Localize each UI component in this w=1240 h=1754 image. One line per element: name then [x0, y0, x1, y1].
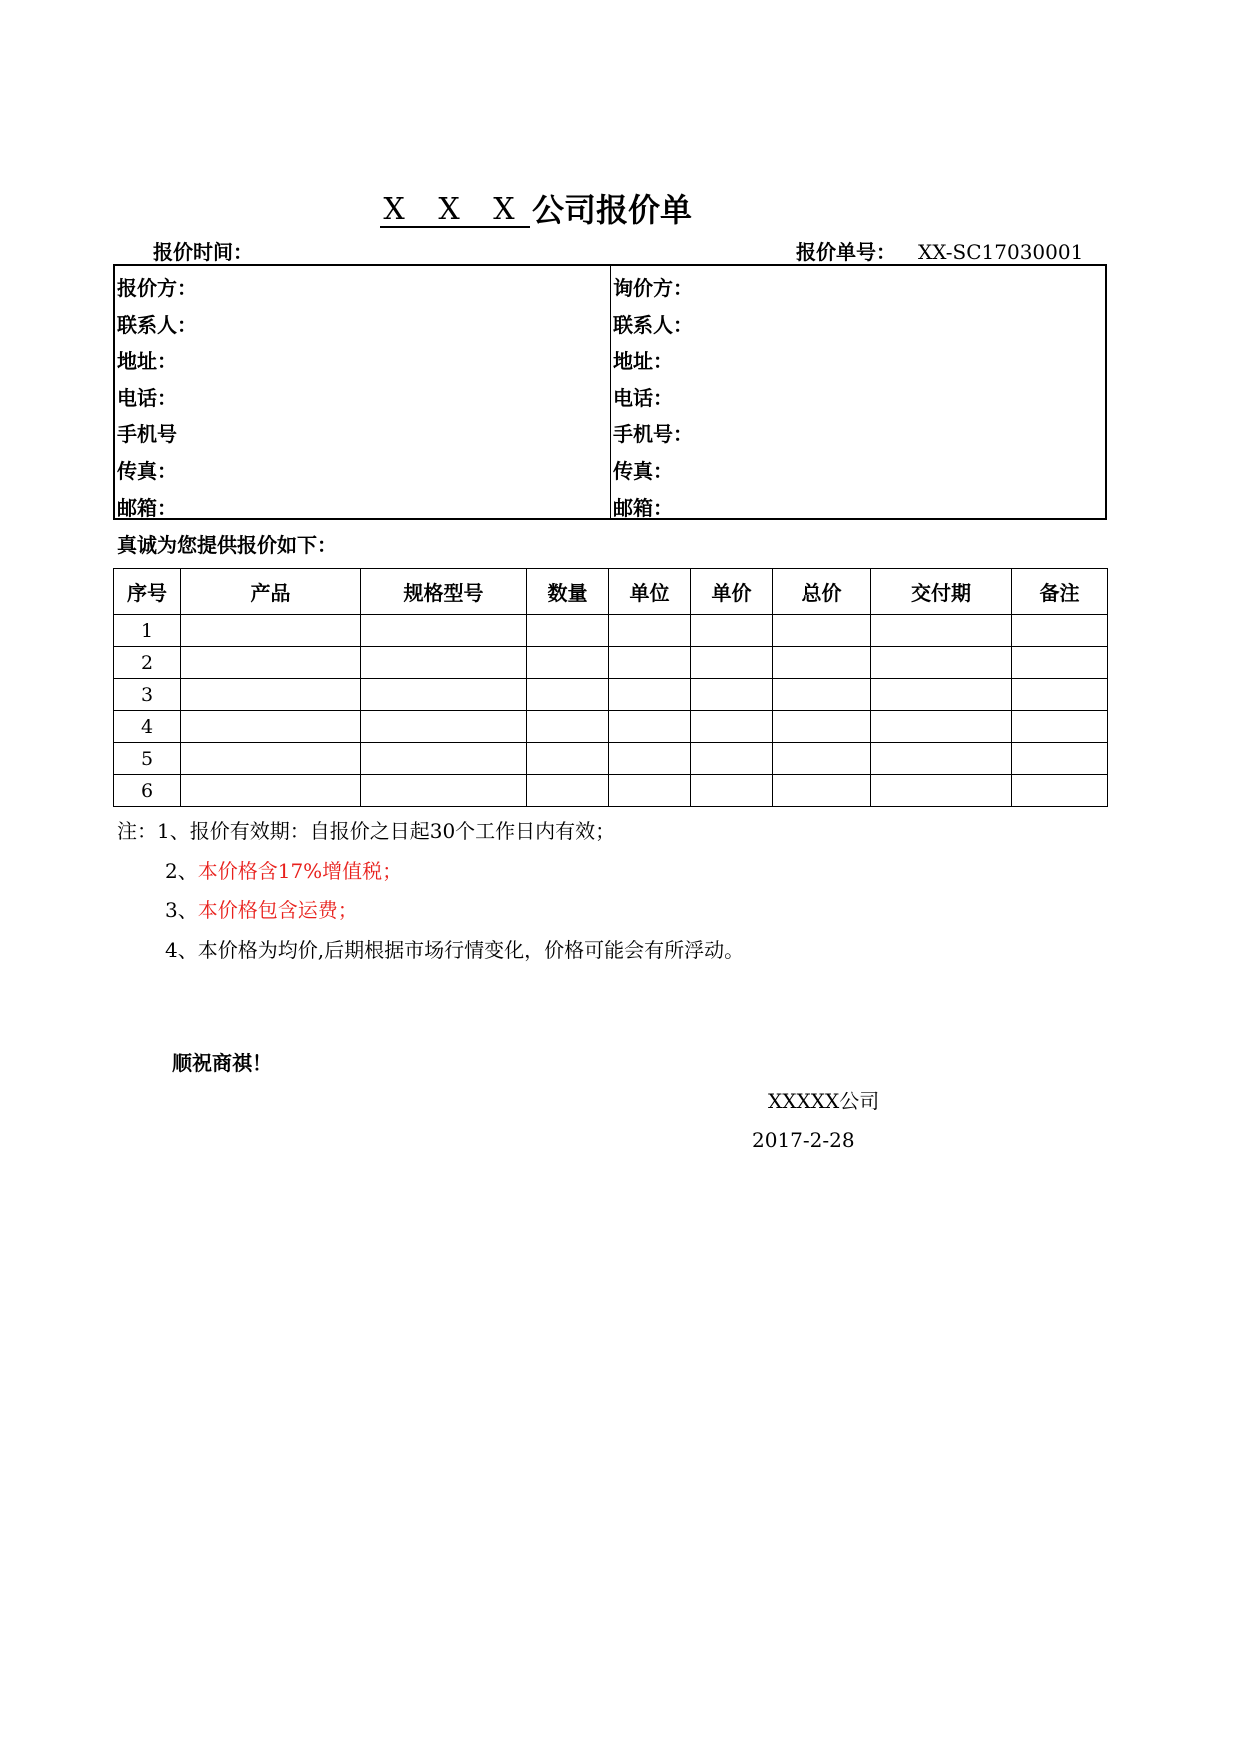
row-index-cell: 3 — [114, 679, 181, 711]
quote-table — [113, 568, 1108, 807]
row-index-cell: 4 — [114, 711, 181, 743]
table-cell[interactable] — [1012, 647, 1108, 679]
table-cell[interactable] — [871, 775, 1012, 807]
table-cell[interactable] — [609, 711, 691, 743]
note-tax — [117, 855, 744, 895]
inquiring-address-label: 地址： — [613, 349, 673, 374]
quoting-email-label: 邮箱： — [117, 495, 177, 520]
table-cell[interactable] — [871, 711, 1012, 743]
column-header-unit: 单位 — [609, 569, 691, 615]
note-shipping-text: 本价格包含运费； — [197, 898, 358, 922]
table-row — [114, 743, 1108, 775]
table-cell[interactable] — [361, 743, 527, 775]
table-cell[interactable] — [527, 775, 609, 807]
table-row — [114, 775, 1108, 807]
table-cell[interactable] — [181, 743, 361, 775]
row-index-cell: 6 — [114, 775, 181, 807]
quote-time — [153, 238, 253, 266]
table-cell[interactable] — [1012, 615, 1108, 647]
table-cell[interactable] — [609, 743, 691, 775]
table-cell[interactable] — [691, 743, 773, 775]
table-cell[interactable] — [691, 615, 773, 647]
party-info-box — [113, 264, 1107, 520]
note-shipping-number: 3、 — [165, 898, 198, 922]
title-company-placeholder: X X X — [383, 192, 527, 227]
table-cell[interactable] — [181, 647, 361, 679]
table-cell[interactable] — [527, 615, 609, 647]
column-header-remarks: 备注 — [1012, 569, 1108, 615]
table-cell[interactable] — [361, 775, 527, 807]
inquiring-mobile-label: 手机号： — [613, 422, 693, 447]
table-cell[interactable] — [773, 775, 871, 807]
column-header-delivery: 交付期 — [871, 569, 1012, 615]
inquiring-fax-label: 传真： — [613, 458, 673, 483]
document-title — [0, 190, 1240, 240]
inquiring-contact-label: 联系人： — [613, 312, 693, 337]
table-cell[interactable] — [871, 679, 1012, 711]
column-header-product: 产品 — [181, 569, 361, 615]
table-cell[interactable] — [361, 711, 527, 743]
row-index-cell: 5 — [114, 743, 181, 775]
table-cell[interactable] — [361, 615, 527, 647]
table-cell[interactable] — [773, 679, 871, 711]
table-row — [114, 711, 1108, 743]
column-header-total: 总价 — [773, 569, 871, 615]
note-tax-text: 本价格含17%增值税； — [197, 858, 403, 883]
table-row — [114, 615, 1108, 647]
closing-greeting: 顺祝商祺！ — [172, 1051, 272, 1075]
inquiring-email-label: 邮箱： — [613, 495, 673, 520]
table-cell[interactable] — [527, 743, 609, 775]
table-cell[interactable] — [691, 711, 773, 743]
table-row — [114, 679, 1108, 711]
column-header-quantity: 数量 — [527, 569, 609, 615]
table-cell[interactable] — [773, 743, 871, 775]
table-cell[interactable] — [609, 615, 691, 647]
page-title: 公司报价单 — [532, 191, 693, 229]
note-shipping — [117, 894, 744, 934]
table-cell[interactable] — [871, 647, 1012, 679]
row-index-cell: 2 — [114, 647, 181, 679]
inquiring-phone-label: 电话： — [613, 385, 673, 410]
table-cell[interactable] — [773, 615, 871, 647]
table-cell[interactable] — [181, 615, 361, 647]
table-cell[interactable] — [1012, 743, 1108, 775]
quote-number-value: XX-SC17030001 — [918, 240, 1084, 264]
note-validity: 注：1、报价有效期：自报价之日起30个工作日内有效； — [117, 819, 616, 843]
table-row — [114, 647, 1108, 679]
quoting-address-label: 地址： — [117, 349, 177, 374]
signature-company: XXXXX公司 — [768, 1089, 880, 1113]
table-cell[interactable] — [609, 775, 691, 807]
table-cell[interactable] — [773, 711, 871, 743]
quoting-phone-label: 电话： — [117, 385, 177, 410]
table-cell[interactable] — [181, 679, 361, 711]
column-header-index: 序号 — [114, 569, 181, 615]
table-cell[interactable] — [361, 679, 527, 711]
table-cell[interactable] — [691, 647, 773, 679]
table-cell[interactable] — [527, 647, 609, 679]
table-cell[interactable] — [181, 775, 361, 807]
table-cell[interactable] — [609, 679, 691, 711]
table-cell[interactable] — [691, 679, 773, 711]
signature-date: 2017-2-28 — [752, 1128, 855, 1152]
table-cell[interactable] — [527, 711, 609, 743]
inquiring-party-label: 询价方： — [613, 276, 693, 300]
table-cell[interactable] — [181, 711, 361, 743]
table-cell[interactable] — [1012, 711, 1108, 743]
quoting-party-column — [115, 266, 610, 518]
quote-number-label: 报价单号： — [796, 240, 896, 264]
intro-text: 真诚为您提供报价如下： — [117, 533, 337, 557]
table-cell[interactable] — [361, 647, 527, 679]
row-index-cell: 1 — [114, 615, 181, 647]
quote-number — [796, 238, 1083, 266]
quoting-contact-label: 联系人： — [117, 312, 197, 337]
note-tax-number: 2、 — [165, 858, 198, 883]
table-cell[interactable] — [773, 647, 871, 679]
quote-time-label: 报价时间： — [153, 240, 253, 264]
table-cell[interactable] — [1012, 679, 1108, 711]
table-header-row — [114, 569, 1108, 615]
table-cell[interactable] — [527, 679, 609, 711]
notes-section — [117, 815, 744, 973]
note-price-fluctuation: 4、本价格为均价,后期根据市场行情变化，价格可能会有所浮动。 — [165, 937, 745, 962]
table-cell[interactable] — [691, 775, 773, 807]
quoting-party-label: 报价方： — [117, 276, 197, 300]
column-header-spec: 规格型号 — [361, 569, 527, 615]
table-cell[interactable] — [1012, 775, 1108, 807]
quoting-mobile-label: 手机号 — [117, 422, 177, 447]
quoting-fax-label: 传真： — [117, 458, 177, 483]
inquiring-party-column — [610, 266, 1105, 518]
table-cell[interactable] — [871, 615, 1012, 647]
table-cell[interactable] — [871, 743, 1012, 775]
table-cell[interactable] — [609, 647, 691, 679]
column-header-unit-price: 单价 — [691, 569, 773, 615]
